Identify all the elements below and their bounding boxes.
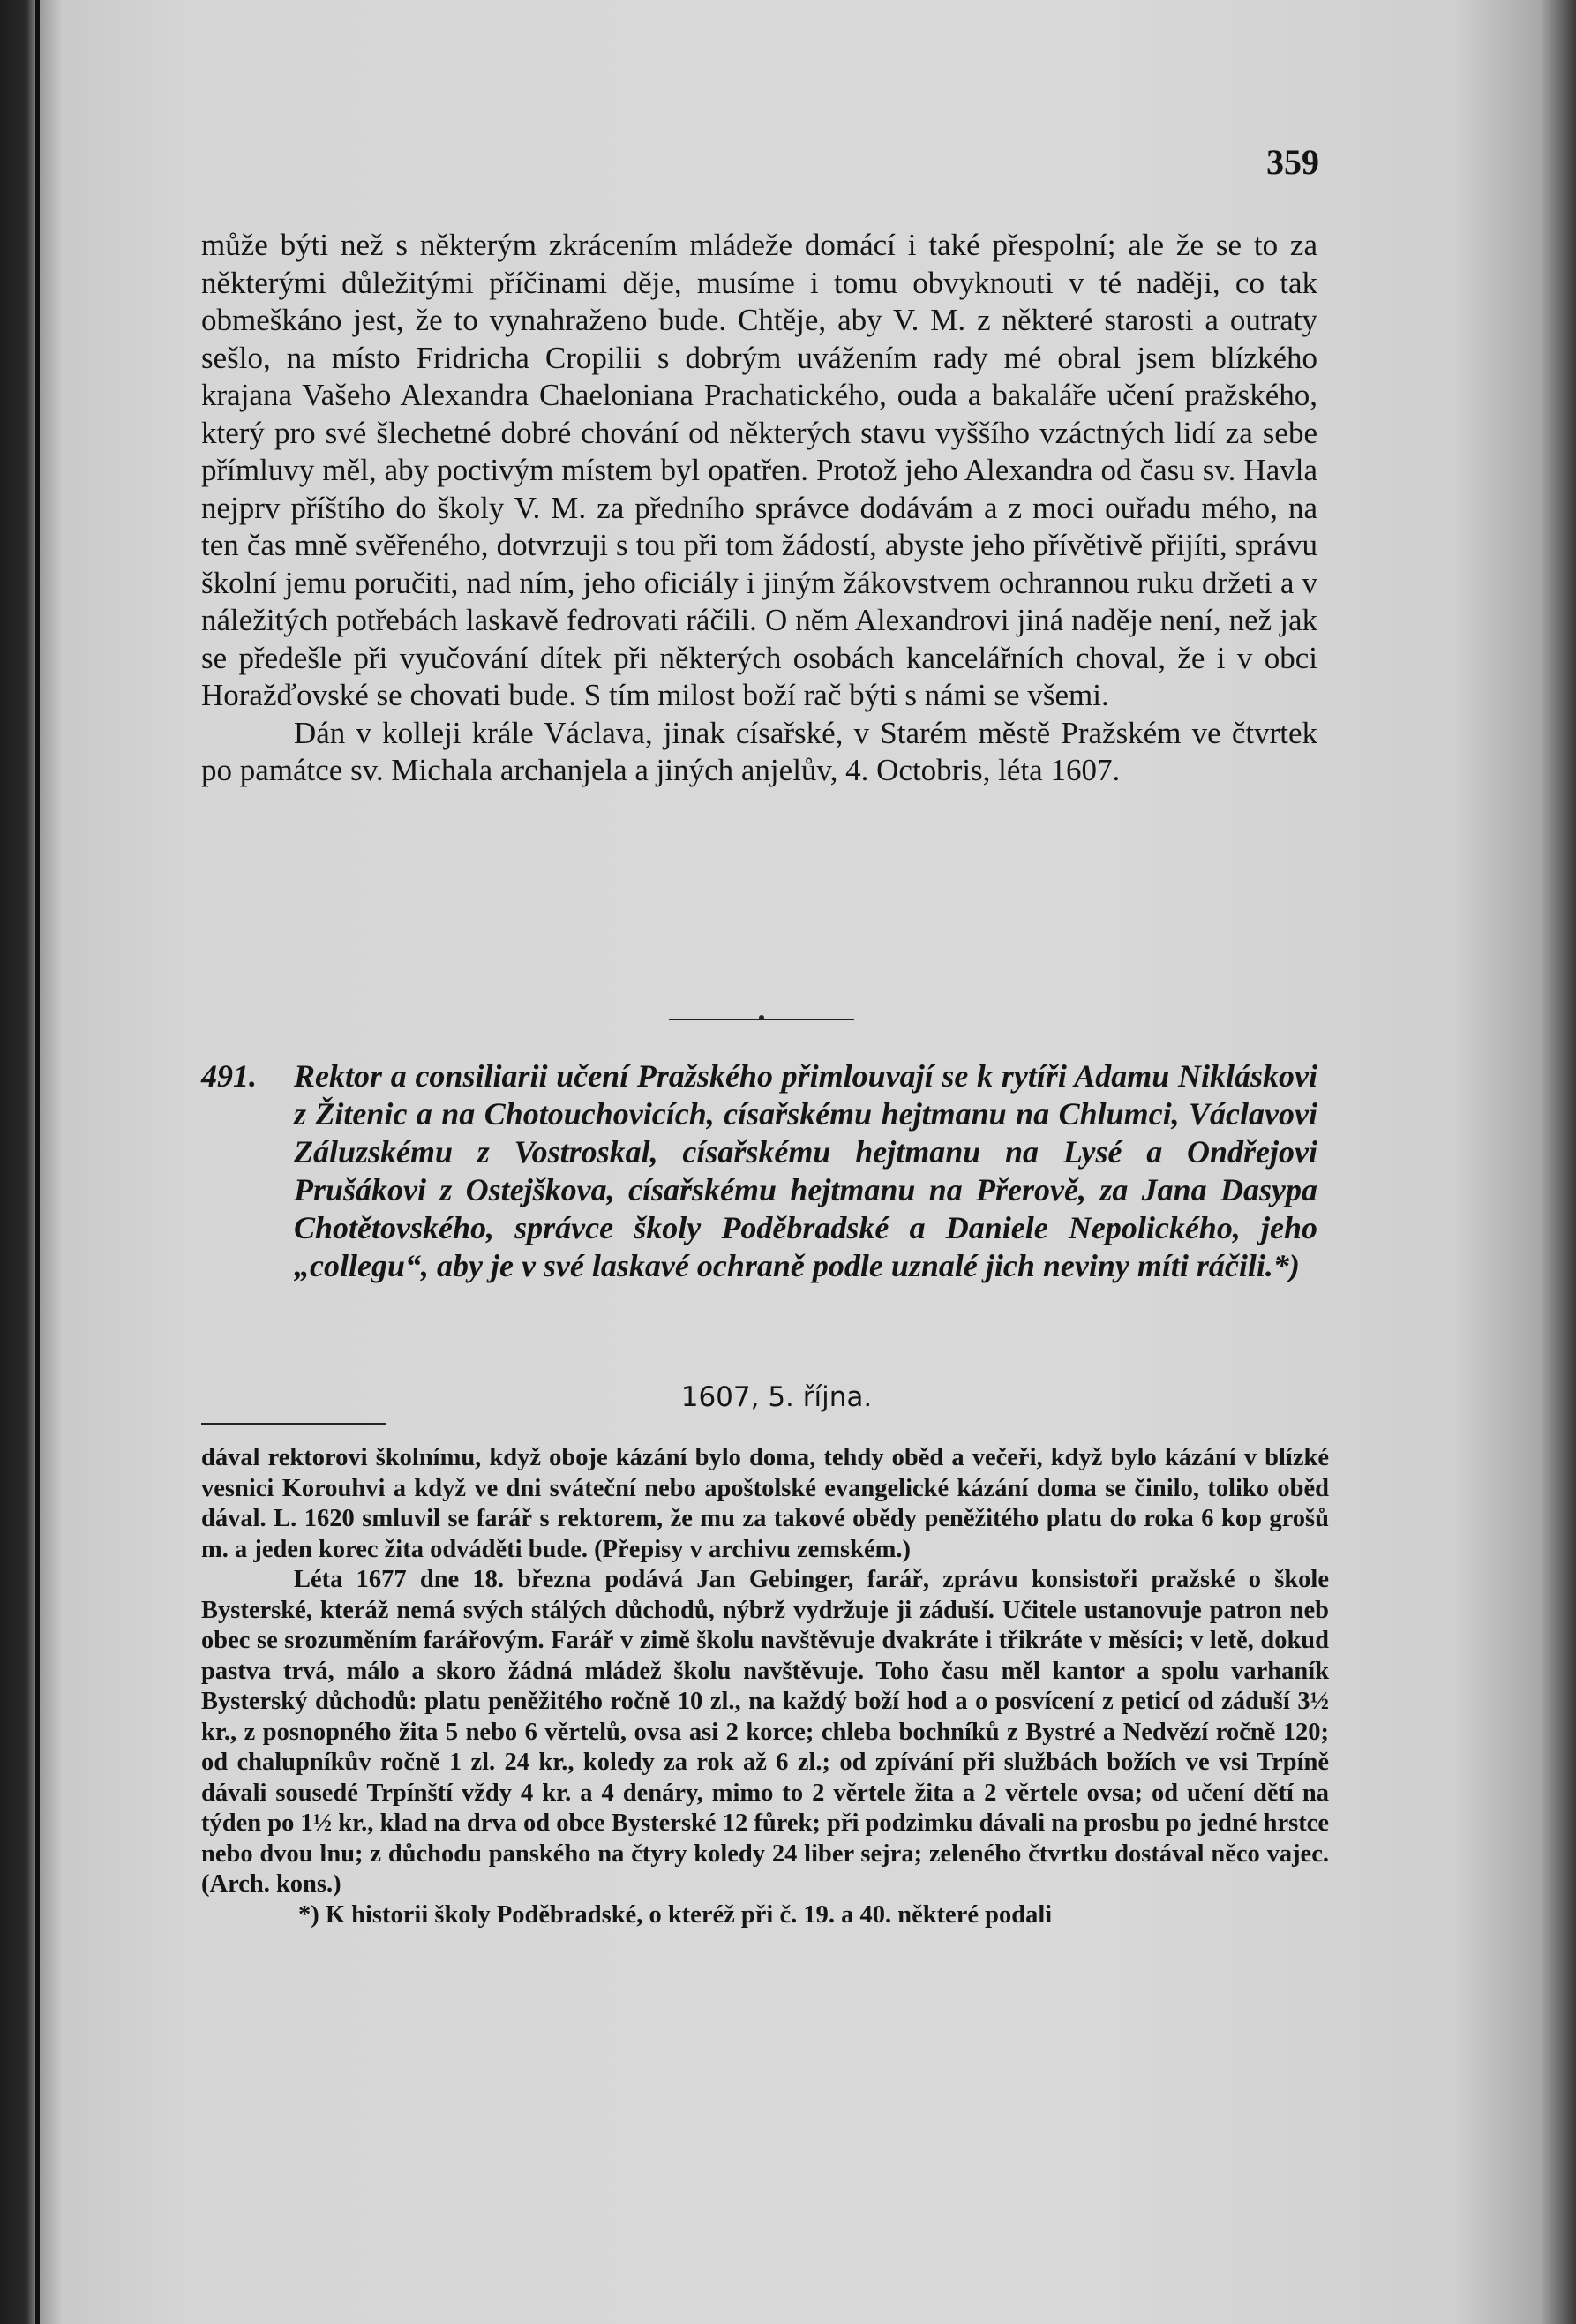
footnote-paragraph: Léta 1677 dne 18. března podává Jan Gebinger, farář, zprávu konsistoři pražské o škole Bysterské, kteráž nemá svých stálých důchodů, nýbrž vydržuje ji záduší. Učitele ustanovuje patron neb obec se srozuměním farářovým. Farář v zimě školu navštěvuje dvakráte i třikráte v měsíci; v letě, dokud pastva trvá, málo a skoro žádná mládež školu navštěvuje. Toho času měl kantor a spolu varhaník Bysterský důchodů: platu peněžitého ročně 10 zl., na každý boží hod a o posvícení z peticí od záduší 3½ kr., z posnopného žita 5 nebo 6 věrtelů, ovsa asi 2 korce; chleba bochníků z Bystré a Nedvězí ročně 120; od chalupníkův ročně 1 zl. 24 kr., koledy za rok až 6 zl.; od zpívání při službách božích ve vsi Trpíně dávali sousedé Trpínští vždy 4 kr. a 4 denáry, mimo to 2 věrtele žita a 2 věrtele ovsa; od učení dětí na týden po 1½ kr., klad na drva od obce Bysterské 12 fůrek; při podzimku dávali na prosbu po jedné hrstce nebo dvou lnu; z důchodu panského na čtyry koledy 24 liber sejra; zeleného čtvrtku dostával něco vajec. (Arch. kons.) (201, 1566, 1329, 1898)
letter-paragraph: může býti než s některým zkrácením mládeže domácí i také přespolní; ale že se to za některými důležitými příčinami děje, musíme i tomu obvyknouti v té naději, co tak obmeškáno jest, že to vynahraženo bude. Chtěje, aby V. M. z některé starosti a outraty sešlo, na místo Fridricha Cropilii s dobrým uvážením rady mé obral jsem blízkého krajana Vašeho Alexandra Chaeloniana Prachatického, ouda a bakaláře učení pražského, který pro své šlechetné dobré chování od některých stavu vyššího vzáctných lidí za sebe přímluvy měl, aby poctivým místem byl opatřen. Protož jeho Alexandra od času sv. Havla nejprv příštího do školy V. M. za předního správce dodávám a z moci ouřadu mého, na ten čas mně svěřeného, dotvrzuji s tou při tom žádostí, abyste jeho přívětivě přijíti, správu školní jemu poručiti, nad ním, jeho oficiály i jiným žákovstvem ochrannou ruku držeti a v náležitých potřebách laskavě fedrovati ráčili. O něm Alexandrovi jiná naděje není, než jak se předešle při vyučování dítek při některých osobách kancelářních choval, že i v obci Horažďovské se chovati bude. S tím milost boží rač býti s námi se všemi. (201, 228, 1317, 712)
document-title: Rektor a consiliarii učení Pražského přimlouvají se k rytíři Adamu Nikláskovi z Žitenic a na Chotouchovicích, císařskému hejtmanu na Chlumci, Václavovi Záluzskému z Vostroskal, císařskému hejtmanu na Lysé a Ondřejovi Prušákovi z Ostejškova, císařskému hejtmanu na Přerově, za Jana Dasypa Chotětovského, správce školy Poděbradské a Daniele Nepolického, jeho „collegu“, aby je v své laskavé ochraně podle uznalé jich neviny míti ráčili.*) (294, 1058, 1317, 1283)
letter-closing-paragraph: Dán v kolleji krále Václava, jinak císařské, v Starém městě Pražském ve čtvrtek po památce sv. Michala archanjela a jiných anjelův, 4. Octobris, léta 1607. (201, 715, 1317, 787)
section-divider-dot (759, 1015, 764, 1020)
letter-body (201, 227, 1317, 790)
document-date: 1607, 5. října. (680, 1381, 873, 1413)
footnote-divider (201, 1423, 386, 1425)
footnote-paragraph: *) K historii školy Poděbradské, o kteréž při č. 19. a 40. některé podali (298, 1900, 1053, 1929)
page-number: 359 (1266, 142, 1319, 182)
document-heading (201, 1057, 1317, 1285)
footnotes (201, 1443, 1329, 1930)
document-number: 491. (201, 1058, 257, 1094)
footnote-paragraph: dával rektorovi školnímu, když oboje kázání bylo doma, tehdy oběd a večeři, když bylo kázání v blízké vesnici Korouhvi a když ve dni sváteční nebo apoštolské evangelické kázání doma se činilo, toliko oběd dával. L. 1620 smluvil se farář s rektorem, že mu za takové obědy peněžitého platu do roka 6 kop grošů m. a jeden korec žita odváděti bude. (Přepisy v archivu zemském.) (201, 1444, 1329, 1563)
